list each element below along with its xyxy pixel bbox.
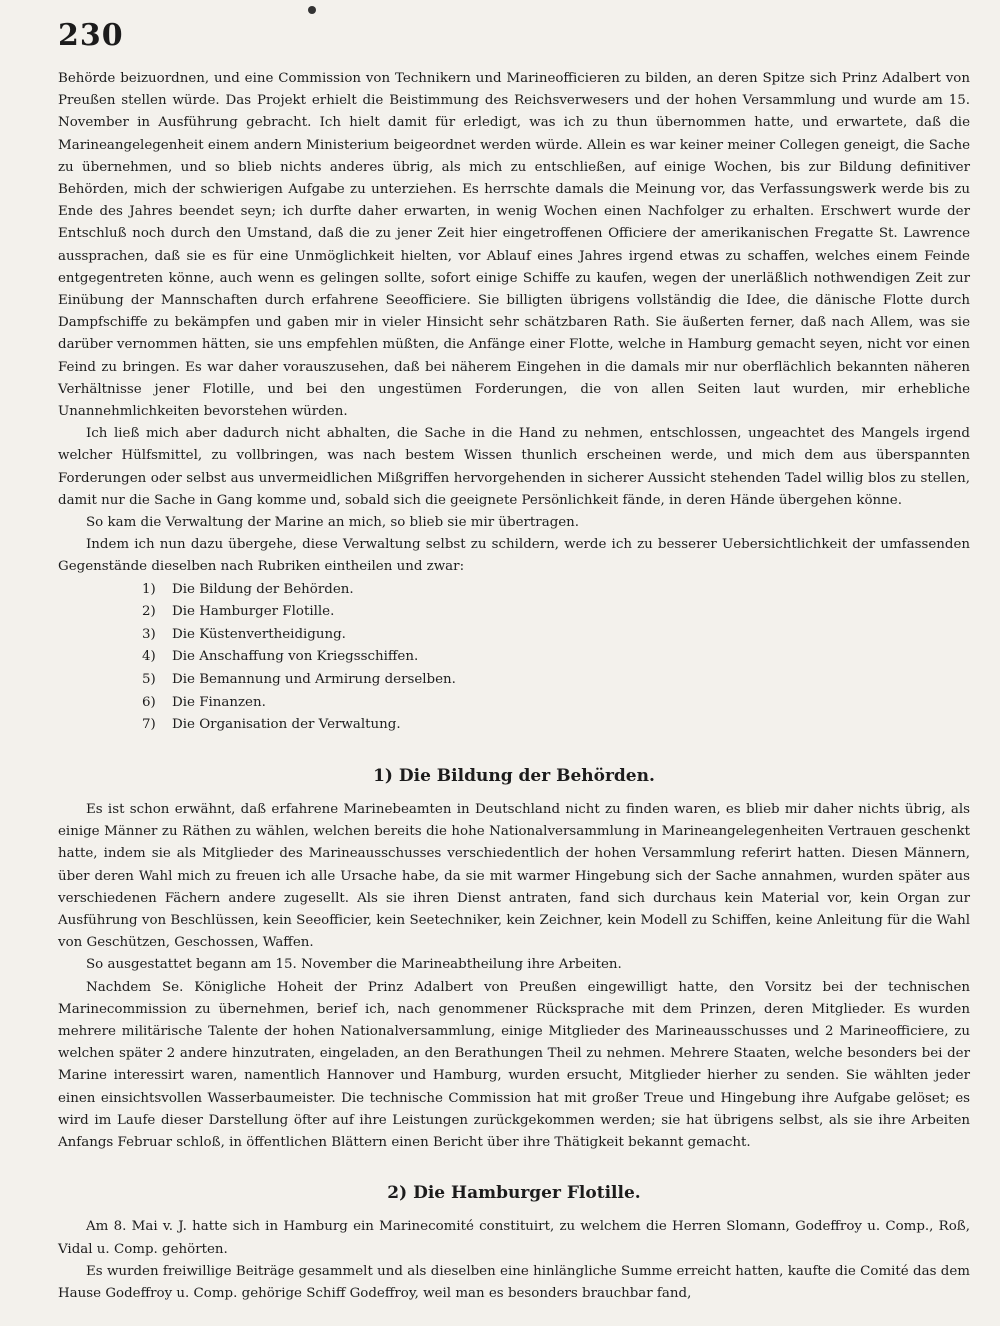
list-item-label: Die Hamburger Flotille. — [172, 604, 335, 620]
list-item — [142, 601, 970, 624]
paragraph: Am 8. Mai v. J. hatte sich in Hamburg ein Marinecomité constituirt, zu welchem die Herren Slomann, Godeffroy u. Comp., Roß, Vidal u. Comp. gehörten. — [58, 1219, 970, 1257]
paragraph: Es ist schon erwähnt, daß erfahrene Marinebeamten in Deutschland nicht zu finden waren, es blieb mir daher nichts übrig, als einige Männer zu Räthen zu wählen, welchen bereits die hohe Nationalversammlung in Marineangelegenheiten Vertrauen geschenkt hatte, indem sie als Mitglieder des Marineausschusses verschiedentlich der hohen Versammlung referirt hatten. Diesen Männern, über deren Wahl mich zu freuen ich alle Ursache habe, da sie mit warmer Hingebung sich der Sache annahmen, wurden später aus verschiedenen Fächern andere zugesellt. Als sie ihren Dienst antraten, fand sich durchaus kein Material vor, kein Organ zur Ausführung von Beschlüssen, kein Seeofficier, kein Seetechniker, kein Zeichner, kein Modell zu Schiffen, keine Anleitung für die Wahl von Geschützen, Geschossen, Waffen. — [58, 802, 970, 951]
list-item-number: 4) — [142, 649, 156, 665]
page-number: 230 — [58, 18, 124, 53]
list-item-number: 5) — [142, 672, 156, 688]
paragraph: Es wurden freiwillige Beiträge gesammelt und als dieselben eine hinlängliche Summe erreicht hatten, kaufte die Comité das dem Hause Godeffroy u. Comp. gehörige Schiff Godeffroy, weil man es besonders brauchbar fand, — [58, 1263, 970, 1302]
list-item-label: Die Bildung der Behörden. — [172, 581, 354, 597]
paragraph: Ich ließ mich aber dadurch nicht abhalten, die Sache in die Hand zu nehmen, entschlossen, ungeachtet des Mangels irgend welcher Hülfsmittel, zu vollbringen, was nach bestem Wissen thunlich erscheinen werde, und mich dem aus überspannten Forderungen oder selbst aus unvermeidlichen Mißgriffen hervorgehenden in sicherer Aussicht stehenden Tadel willig blos zu stellen, damit nur die Sache in Gang komme und, sobald sich die geeignete Persönlichkeit fände, in deren Hände übergehen könne. — [58, 426, 970, 508]
list-item — [142, 692, 970, 715]
list-item-number: 7) — [142, 717, 156, 733]
list-item — [142, 714, 970, 737]
list-item-label: Die Bemannung und Armirung derselben. — [172, 672, 456, 688]
paragraph: Nachdem Se. Königliche Hoheit der Prinz Adalbert von Preußen eingewilligt hatte, den Vorsitz bei der technischen Marinecommission zu übernehmen, berief ich, nach genommener Rücksprache mit dem Prinzen, deren Mitglieder. Es wurden mehrere militärische Talente der hohen Nationalversammlung, einige Mitglieder des Marineausschusses und 2 Marineofficiere, zu welchen später 2 andere hinzutraten, eingeladen, an den Berathungen Theil zu nehmen. Mehrere Staaten, welche besonders bei der Marine interessirt waren, namentlich Hannover und Hamburg, wurden ersucht, Mitglieder hierher zu senden. Sie wählten jeder einen einsichtsvollen Wasserbaumeister. Die technische Commission hat mit großer Treue und Hingebung ihre Aufgabe gelöset; es wird im Laufe dieser Darstellung öfter auf ihre Leistungen zurückgekommen werden; sie hat übrigens selbst, als sie ihre Arbeiten Anfangs Februar schloß, in öffentlichen Blättern einen Bericht über ihre Thätigkeit bekannt gemacht. — [58, 979, 970, 1151]
list-item — [142, 669, 970, 692]
list-item-label: Die Küstenvertheidigung. — [172, 626, 346, 642]
paragraph: Behörde beizuordnen, und eine Commission von Technikern und Marineofficieren zu bilden, an deren Spitze sich Prinz Adalbert von Preußen stellen würde. Das Projekt erhielt die Beistimmung des Reichsverwesers und der hohen Versammlung und wurde am 15. November in Ausführung gebracht. Ich hielt damit für erledigt, was ich zu thun übernommen hatte, und erwartete, daß die Marineangelegenheit einem andern Ministerium beigeordnet werden würde. Allein es war keiner meiner Collegen geneigt, die Sache zu übernehmen, und so blieb nichts anderes übrig, als mich zu entschließen, auf einige Wochen, bis zur Bildung definitiver Behörden, mich der schwierigen Aufgabe zu unterziehen. Es herrschte damals die Meinung vor, das Verfassungswerk werde bis zu Ende des Jahres beendet seyn; ich durfte daher erwarten, in wenig Wochen einen Nachfolger zu erhalten. Erschwert wurde der Entschluß noch durch den Umstand, daß die zu jener Zeit hier eingetroffenen Officiere der amerikanischen Fregatte St. Lawrence aussprachen, daß sie es für eine Unmöglichkeit hielten, vor Ablauf eines Jahres irgend etwas zu schaffen, welches einem Feinde entgegentreten könne, auch wenn es gelingen sollte, sofort einige Schiffe zu kaufen, wegen der unerläßlich nothwendigen Zeit zur Einübung der Mannschaften durch erfahrene Seeofficiere. Sie billigten übrigens vollständig die Idee, die dänische Flotte durch Dampfschiffe zu bekämpfen und gaben mir in vieler Hinsicht sehr schätzbaren Rath. Sie äußerten ferner, daß nach Allem, was sie darüber vernommen hätten, sie uns empfehlen müßten, die Anfänge einer Flotte, welche in Hamburg gemacht seyen, nicht vor einen Feind zu bringen. Es war daher vorauszusehen, daß bei näherem Eingehen in die damals mir nur oberflächlich bekannten näheren Verhältnisse jener Flotille, und bei den ungestümen Forderungen, die von allen Seiten laut wurden, mir erhebliche Unannehmlichkeiten bevorstehen würden. — [58, 71, 970, 420]
list-item-number: 2) — [142, 604, 156, 620]
list-item-label: Die Organisation der Verwaltung. — [172, 717, 401, 733]
paragraph: So kam die Verwaltung der Marine an mich, so blieb sie mir übertragen. — [86, 515, 580, 531]
paragraph: Indem ich nun dazu übergehe, diese Verwaltung selbst zu schildern, werde ich zu besserer Uebersichtlichkeit der umfassenden Gegenstände dieselben nach Rubriken eintheilen und zwar: — [58, 537, 970, 575]
list-item — [142, 624, 970, 647]
ink-dot — [308, 6, 316, 14]
body-text — [58, 68, 970, 1305]
list-item-label: Die Finanzen. — [172, 694, 266, 710]
rubric-list — [58, 579, 970, 737]
section-heading-flotille: 2) Die Hamburger Flotille. — [387, 1183, 641, 1204]
list-item — [142, 646, 970, 669]
list-item — [142, 579, 970, 602]
list-item-number: 6) — [142, 694, 156, 710]
section-heading-behoerden: 1) Die Bildung der Behörden. — [373, 765, 655, 786]
list-item-number: 3) — [142, 626, 156, 642]
list-item-label: Die Anschaffung von Kriegsschiffen. — [172, 649, 419, 665]
list-item-number: 1) — [142, 581, 156, 597]
paragraph: So ausgestattet begann am 15. November die Marineabtheilung ihre Arbeiten. — [86, 957, 622, 973]
